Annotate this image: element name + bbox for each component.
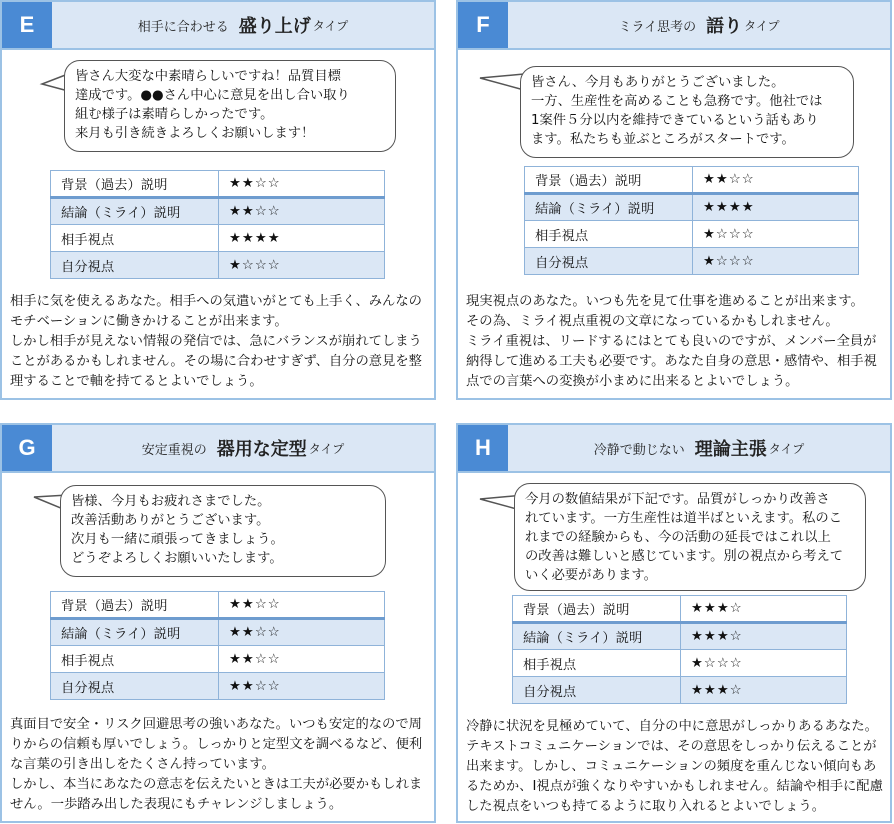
star-rating: ★★☆☆ [219,619,385,646]
evaluation-table [50,170,385,279]
type-description: 冷静に状況を見極めていて、自分の中に意思がしっかりあるあなた。 テキストコミュニケーションでは、その意思をしっかり伝えることが出来ます。しかし、コミュニケーションの頻度を重んじない傾向もあるためか、I視点が強くなりやすいかもしれません。結論や相手に配慮した視点をいつも持てるように取り入れるとよいでしょう。 [466,719,883,814]
table-row: 相手視点 ★★☆☆ [51,646,385,673]
star-rating: ★★★☆ [681,596,847,623]
star-rating: ★★☆☆ [219,171,385,198]
type-subtitle: 冷静で動じない [593,442,685,458]
table-row: 相手視点 ★★★★ [51,225,385,252]
type-name: 盛り上げ [238,16,311,37]
card-header [458,2,890,50]
bubble-text: 皆様、今月もお疲れさまでした。 改善活動ありがとうございます。 次月も一緒に頑張ってきましょう。 どうぞよろしくお願いいたします。 [71,494,284,566]
type-suffix: タイプ [308,441,345,456]
star-rating: ★☆☆☆ [219,252,385,279]
type-card-e [0,0,436,400]
type-name: 器用な定型 [216,439,307,460]
type-title [52,425,434,471]
type-title [508,425,890,471]
speech-bubble [520,66,854,158]
star-rating: ★★☆☆ [219,646,385,673]
type-letter-badge: F [458,2,508,48]
card-header [2,425,434,473]
table-row: 相手視点 ★☆☆☆ [525,221,859,248]
star-rating: ★★☆☆ [693,167,859,194]
evaluation-table [50,591,385,700]
type-card-g [0,423,436,823]
bubble-text: 皆さん大変な中素晴らしいですね！品質目標 達成です。●●さん中心に意見を出し合い取り 組む様子は素晴らしかったです。 来月も引き続きよろしくお願いします！ [75,69,350,141]
evaluation-table [512,595,847,704]
table-row: 背景（過去）説明 ★★★☆ [513,596,847,623]
speech-bubble [64,60,396,152]
type-letter-badge: H [458,425,508,471]
star-rating: ★★★☆ [681,623,847,650]
table-row: 結論（ミライ）説明 ★★☆☆ [51,198,385,225]
table-row: 自分視点 ★★★☆ [513,677,847,704]
star-rating: ★☆☆☆ [693,221,859,248]
type-card-f [456,0,892,400]
table-row: 相手視点 ★☆☆☆ [513,650,847,677]
star-rating: ★★☆☆ [219,673,385,700]
table-row: 結論（ミライ）説明 ★★★★ [525,194,859,221]
type-suffix: タイプ [312,18,349,33]
type-letter-badge: G [2,425,52,471]
type-subtitle: 相手に合わせる [137,19,229,35]
type-description: 現実視点のあなた。いつも先を見て仕事を進めることが出来ます。 その為、ミライ視点重視の文章になっているかもしれません。 ミライ重視は、リードするにはとても良いのですが、メンバー全員が納得して進める工夫も必要です。あなた自身の意思・感情や、相手視点での言葉への変換が小まめに出来るとよいでしょう。 [466,294,877,389]
table-row: 結論（ミライ）説明 ★★★☆ [513,623,847,650]
type-description: 相手に気を使えるあなた。相手への気遣いがとても上手く、みんなのモチベーションに働きかけることが出来ます。 しかし相手が見えない情報の発信では、急にバランスが崩れてしまうことがあるかもしれません。その場に合わせすぎず、自分の意見を整理することで軸を持てるとよいでしょう。 [10,294,422,389]
type-suffix: タイプ [768,441,805,456]
card-header [2,2,434,50]
type-description: 真面目で安全・リスク回避思考の強いあなた。いつも安定的なので周りからの信頼も厚いでしょう。しっかりと定型文を調べるなど、便利な言葉の引き出しをたくさん持っています。 しかし、本当にあなたの意志を伝えたいときは工夫が必要かもしれません。一歩踏み出した表現にもチャレンジしましょう。 [10,717,423,812]
type-letter-badge: E [2,2,52,48]
star-rating: ★☆☆☆ [681,650,847,677]
speech-bubble [514,483,866,591]
table-row: 背景（過去）説明 ★★☆☆ [51,171,385,198]
table-row: 自分視点 ★☆☆☆ [525,248,859,275]
type-title [52,2,434,48]
type-subtitle: 安定重視の [141,442,207,458]
table-row: 結論（ミライ）説明 ★★☆☆ [51,619,385,646]
bubble-text: 今月の数値結果が下記です。品質がしっかり改善さ れています。一方生産性は道半ばといえます。私のこ れまでの経験からも、今の活動の延長ではこれ以上 の改善は難しいと感じています。別の視点から考えて いく必要があります。 [525,492,844,583]
type-subtitle: ミライ思考の [618,19,697,35]
star-rating: ★★★★ [219,225,385,252]
star-rating: ★★★★ [693,194,859,221]
type-name: 理論主張 [694,439,767,460]
star-rating: ★★☆☆ [219,198,385,225]
star-rating: ★★☆☆ [219,592,385,619]
type-suffix: タイプ [744,18,780,33]
type-card-h [456,423,892,823]
speech-bubble [60,485,386,577]
star-rating: ★★★☆ [681,677,847,704]
card-header [458,425,890,473]
table-row: 自分視点 ★☆☆☆ [51,252,385,279]
table-row: 背景（過去）説明 ★★☆☆ [525,167,859,194]
type-title [508,2,890,48]
star-rating: ★☆☆☆ [693,248,859,275]
bubble-text: 皆さん、今月もありがとうございました。 一方、生産性を高めることも急務です。他社では 1案件５分以内を維持できているという話もあり ます。私たちも並ぶところがスタートです。 [531,75,823,147]
table-row: 自分視点 ★★☆☆ [51,673,385,700]
evaluation-table [524,166,859,275]
table-row: 背景（過去）説明 ★★☆☆ [51,592,385,619]
type-name: 語り [706,16,743,37]
